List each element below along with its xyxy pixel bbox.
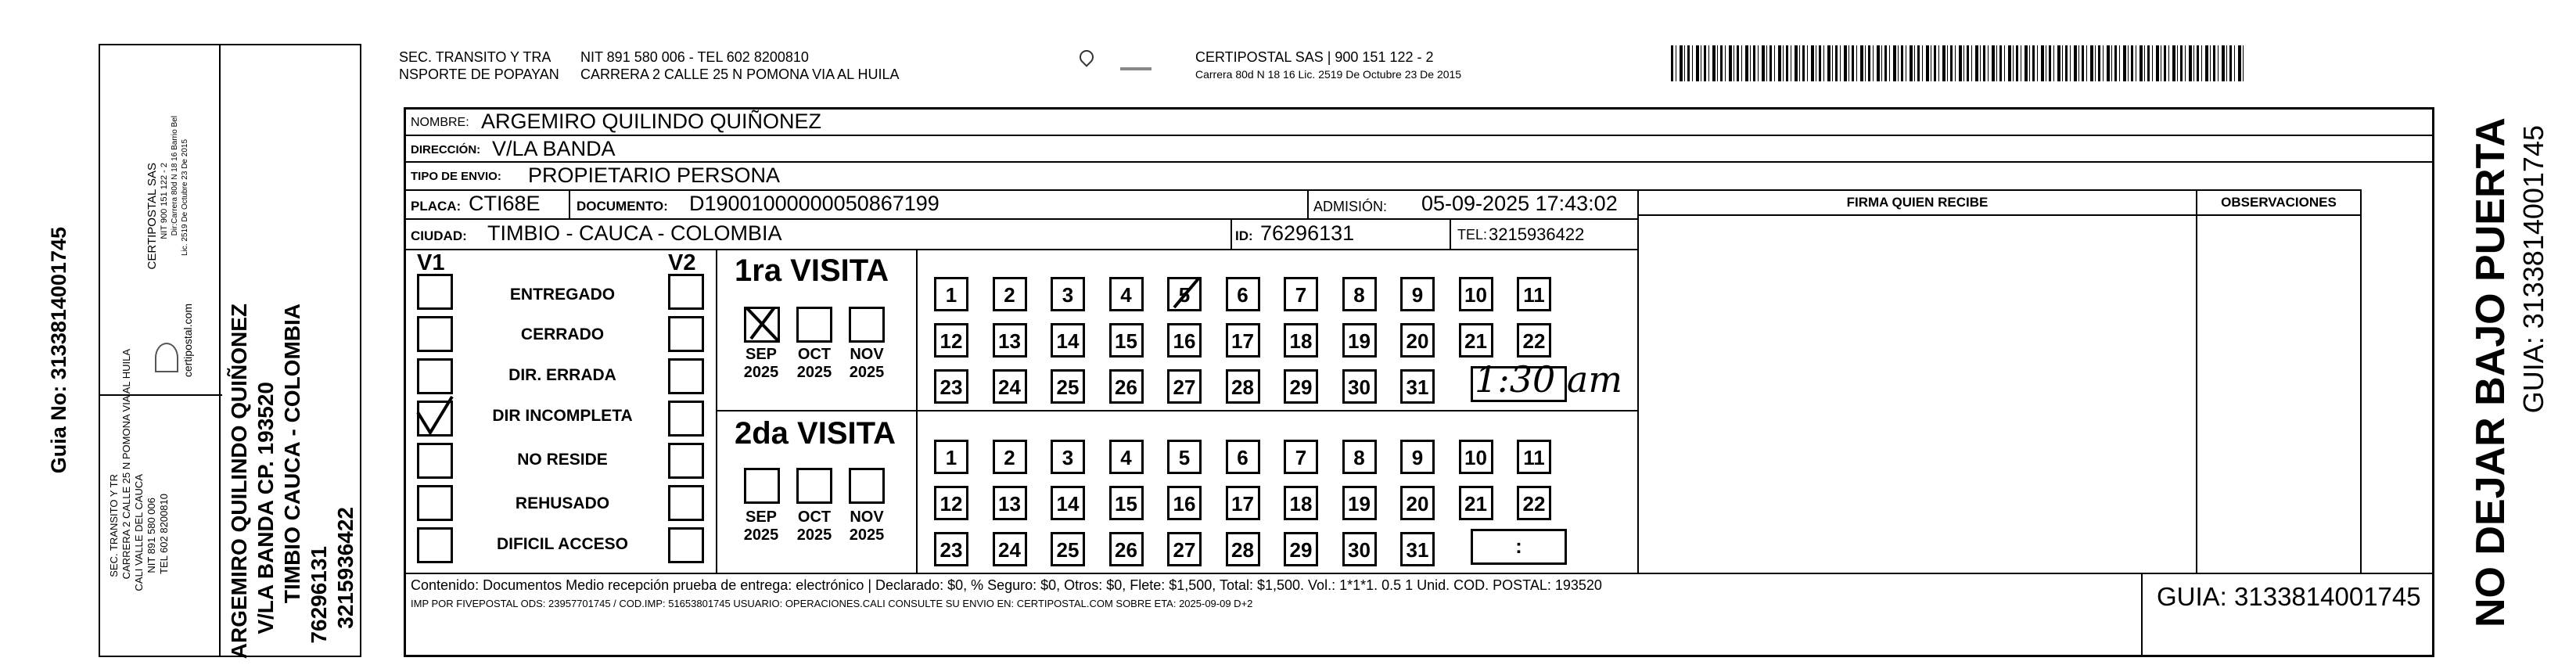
admision-label: ADMISIÓN: (1313, 199, 1388, 214)
day-box-27[interactable]: 27 (1167, 532, 1202, 566)
tel-label: TEL: (1457, 227, 1488, 243)
day-box-3[interactable]: 3 (1051, 440, 1085, 474)
stub-recipient-line: TIMBIO CAUCA - COLOMBIA (280, 304, 304, 604)
day-box-21[interactable]: 21 (1459, 323, 1493, 358)
day-box-4[interactable]: 4 (1109, 440, 1144, 474)
day-box-19[interactable]: 19 (1342, 486, 1377, 520)
visit-1-title: 1ra VISITA (735, 253, 889, 288)
stub-sender-line: TEL 602 8200810 (158, 494, 170, 574)
v2-label: V2 (668, 250, 696, 275)
stub-recipient-line: 3215936422 (333, 507, 357, 629)
stub-courier-line: CERTIPOSTAL SAS (146, 163, 159, 270)
day-box-27[interactable]: 27 (1167, 369, 1202, 404)
day-box-8[interactable]: 8 (1342, 440, 1377, 474)
v2-cerrado-checkbox[interactable] (668, 316, 704, 352)
ciudad-label: CIUDAD: (411, 228, 467, 243)
v2-dir-incompleta-checkbox[interactable] (668, 401, 704, 437)
stub-sender-line: CARRERA 2 CALLE 25 N POMONA VIA AL HUILA (120, 349, 132, 580)
certipostal-logo-icon (155, 343, 178, 372)
day-box-29[interactable]: 29 (1284, 369, 1318, 404)
stub-sender-block (100, 349, 222, 657)
nit-header (580, 49, 900, 83)
sender-header-line2: NSPORTE DE POPAYAN (399, 66, 559, 82)
day-box-8[interactable]: 8 (1342, 277, 1377, 311)
documento-label: DOCUMENTO: (577, 199, 668, 214)
row-nombre (406, 110, 2432, 136)
v1-cerrado-checkbox[interactable] (417, 316, 453, 352)
day-box-25[interactable]: 25 (1051, 532, 1085, 566)
day-box-30[interactable]: 30 (1342, 369, 1377, 404)
placa-label: PLACA: (411, 199, 462, 214)
row-tipo (406, 163, 2432, 189)
day-box-21[interactable]: 21 (1459, 486, 1493, 520)
stub-sender-line: NIT 891 580 006 (146, 498, 157, 573)
courier-header (1195, 49, 1461, 83)
v1-dir-incompleta-checkbox[interactable] (417, 401, 453, 437)
firma-column (1639, 189, 2197, 573)
day-box-15[interactable]: 15 (1109, 323, 1144, 358)
day-box-31[interactable]: 31 (1400, 369, 1435, 404)
day-box-4[interactable]: 4 (1109, 277, 1144, 311)
visit-1-oct-checkbox[interactable] (796, 307, 832, 343)
visit-1-month-block (717, 250, 918, 410)
day-box-18[interactable]: 18 (1284, 323, 1318, 358)
day-box-26[interactable]: 26 (1109, 532, 1144, 566)
day-box-13[interactable]: 13 (993, 486, 1027, 520)
day-box-29[interactable]: 29 (1284, 532, 1318, 566)
v2-dir-errada-checkbox[interactable] (668, 358, 704, 394)
day-box-11[interactable]: 11 (1517, 277, 1551, 311)
day-box-2[interactable]: 2 (993, 440, 1027, 474)
documento-value: D19001000000050867199 (689, 192, 940, 215)
nombre-value: ARGEMIRO QUILINDO QUIÑONEZ (481, 110, 822, 133)
left-data-block (406, 189, 1639, 249)
day-box-1[interactable]: 1 (934, 440, 968, 474)
day-box-10[interactable]: 10 (1459, 277, 1493, 311)
day-box-31[interactable]: 31 (1400, 532, 1435, 566)
day-box-9[interactable]: 9 (1400, 440, 1435, 474)
tel-value: 3215936422 (1489, 225, 1585, 244)
sender-header (399, 49, 559, 83)
row-direccion (406, 136, 2432, 163)
status-area (406, 249, 1639, 573)
side-guia: GUIA: 3133814001745 (2517, 125, 2549, 414)
v1-no-reside-checkbox[interactable] (417, 443, 453, 479)
v2-dificil-acceso-checkbox[interactable] (668, 527, 704, 563)
courier-header-line2: Carrera 80d N 18 16 Lic. 2519 De Octubre 23 De 2015 (1195, 68, 1462, 81)
day-box-2[interactable]: 2 (993, 277, 1027, 311)
option-rehusado: REHUSADO (515, 494, 610, 512)
day-box-1[interactable]: 1 (934, 277, 968, 311)
day-box-11[interactable]: 11 (1517, 440, 1551, 474)
id-label: ID: (1235, 228, 1253, 243)
day-box-15[interactable]: 15 (1109, 486, 1144, 520)
day-box-6[interactable]: 6 (1226, 440, 1260, 474)
day-box-23[interactable]: 23 (934, 369, 968, 404)
day-box-16[interactable]: 16 (1167, 486, 1202, 520)
tipo-value: PROPIETARIO PERSONA (528, 164, 781, 187)
footer-guia: GUIA: 3133814001745 (2157, 582, 2421, 611)
visit-2-month-nov: NOV 2025 (849, 508, 885, 544)
status-checklist (406, 250, 717, 573)
visit-2-time-box[interactable]: : (1471, 529, 1567, 565)
stub-courier-block (100, 45, 222, 396)
barcode (1671, 45, 2244, 81)
v1-rehusado-checkbox[interactable] (417, 485, 453, 521)
v1-dir-errada-checkbox[interactable] (417, 358, 453, 394)
firma-header: FIRMA QUIEN RECIBE (1639, 191, 2196, 216)
day-box-25[interactable]: 25 (1051, 369, 1085, 404)
location-pin-icon (1076, 47, 1096, 66)
placa-value: CTI68E (469, 192, 541, 215)
stub-guia-number (47, 227, 71, 595)
footer-line1: Contenido: Documentos Medio recepción prueba de entrega: electrónico | Declarado: $0, % Seguro: $0, Otros: $0, Flete: $1,500, Total: $1,500. Vol.: 1*1*1. 0.5 1 Unid. COD. POSTAL: 193520 (411, 577, 1602, 593)
day-box-5[interactable]: 5 (1167, 277, 1202, 311)
visit-2 (717, 411, 1637, 573)
day-box-5[interactable]: 5 (1167, 440, 1202, 474)
id-value: 76296131 (1260, 221, 1355, 245)
direccion-label: DIRECCIÓN: (411, 143, 481, 156)
observaciones-column (2197, 189, 2362, 573)
day-box-20[interactable]: 20 (1400, 486, 1435, 520)
visit-1-month-nov: NOV 2025 (849, 346, 885, 381)
day-box-20[interactable]: 20 (1400, 323, 1435, 358)
courier-header-line1: CERTIPOSTAL SAS | 900 151 122 - 2 (1195, 49, 1434, 65)
day-box-16[interactable]: 16 (1167, 323, 1202, 358)
v1-label: V1 (417, 250, 445, 275)
visit-2-month-block (717, 411, 918, 573)
stub-recipient-line: ARGEMIRO QUILINDO QUIÑONEZ (227, 304, 251, 659)
day-box-14[interactable]: 14 (1051, 486, 1085, 520)
day-box-10[interactable]: 10 (1459, 440, 1493, 474)
visit-2-title: 2da VISITA (735, 416, 896, 451)
stub-courier-line: NIT 900 151 122 - 2 (160, 163, 169, 239)
visit-2-month-oct: OCT 2025 (796, 508, 832, 544)
day-box-30[interactable]: 30 (1342, 532, 1377, 566)
option-no-reside: NO RESIDE (517, 451, 608, 469)
day-box-3[interactable]: 3 (1051, 277, 1085, 311)
day-box-9[interactable]: 9 (1400, 277, 1435, 311)
day-box-17[interactable]: 17 (1226, 323, 1260, 358)
day-box-12[interactable]: 12 (934, 323, 968, 358)
day-box-12[interactable]: 12 (934, 486, 968, 520)
visit-1 (717, 250, 1637, 411)
v1-dificil-acceso-checkbox[interactable] (417, 527, 453, 563)
observaciones-header: OBSERVACIONES (2197, 191, 2360, 216)
day-box-6[interactable]: 6 (1226, 277, 1260, 311)
visit-2-oct-checkbox[interactable] (796, 468, 832, 504)
stub-courier-line: Dir:Carrera 80d N 18 16 Barrio Bel (171, 116, 179, 236)
day-box-13[interactable]: 13 (993, 323, 1027, 358)
stub-recipient-panel (221, 44, 361, 657)
v2-rehusado-checkbox[interactable] (668, 485, 704, 521)
day-box-22[interactable]: 22 (1517, 486, 1551, 520)
day-box-7[interactable]: 7 (1284, 440, 1318, 474)
small-logo-icon (1120, 67, 1151, 70)
handwritten-mark-icon (1168, 275, 1207, 314)
visit-1-month-sep: SEP 2025 (743, 346, 779, 381)
side-warning: NO DEJAR BAJO PUERTA (2468, 117, 2513, 628)
stub-recipient-line: V/LA BANDA CP. 193520 (253, 382, 278, 634)
day-box-14[interactable]: 14 (1051, 323, 1085, 358)
stub-sender-line: CALI VALLE DEL CAUCA (133, 474, 145, 591)
v2-no-reside-checkbox[interactable] (668, 443, 704, 479)
option-entregado: ENTREGADO (509, 286, 616, 304)
day-box-17[interactable]: 17 (1226, 486, 1260, 520)
footer-line2: IMP POR FIVEPOSTAL ODS: 23957701745 / COD.IMP: 51653801745 USUARIO: OPERACIONES.CALI CONSULTE SU ENVIO EN: CERTIPOSTAL.COM SOBRE ETA: 2025-09-09 D+2 (411, 598, 1253, 609)
sender-header-line1: SEC. TRANSITO Y TRA (399, 49, 551, 65)
delivery-form (404, 107, 2434, 657)
visit-2-nov-checkbox[interactable] (849, 468, 885, 504)
day-box-26[interactable]: 26 (1109, 369, 1144, 404)
day-box-19[interactable]: 19 (1342, 323, 1377, 358)
visit-2-month-sep: SEP 2025 (743, 508, 779, 544)
direccion-value: V/LA BANDA (492, 137, 616, 160)
day-box-24[interactable]: 24 (993, 532, 1027, 566)
ciudad-value: TIMBIO - CAUCA - COLOMBIA (487, 221, 782, 245)
visit-1-sep-checkbox[interactable] (744, 307, 780, 343)
day-box-18[interactable]: 18 (1284, 486, 1318, 520)
option-dificil-acceso: DIFICIL ACCESO (496, 535, 628, 553)
stub-panel (99, 44, 221, 657)
option-dir-errada: DIR. ERRADA (508, 366, 616, 384)
visit-1-time: 1:30 am (1475, 358, 1622, 401)
day-box-28[interactable]: 28 (1226, 369, 1260, 404)
visit-2-sep-checkbox[interactable] (744, 468, 780, 504)
stub-guia-label: Guia No: 3133814001745 (47, 227, 70, 474)
tipo-label: TIPO DE ENVIO: (411, 170, 501, 183)
stub-recipient-line: 76296131 (307, 546, 331, 644)
day-box-23[interactable]: 23 (934, 532, 968, 566)
nit-header-line2: CARRERA 2 CALLE 25 N POMONA VIA AL HUILA (580, 66, 900, 82)
day-box-28[interactable]: 28 (1226, 532, 1260, 566)
stub-sender-line: SEC. TRANSITO Y TR (108, 474, 120, 577)
stub-courier-line: Lic. 2519 De Octubre 23 De 2015 (181, 139, 189, 256)
day-box-7[interactable]: 7 (1284, 277, 1318, 311)
nit-header-line1: NIT 891 580 006 - TEL 602 8200810 (580, 49, 809, 65)
visit-1-month-oct: OCT 2025 (796, 346, 832, 381)
day-box-22[interactable]: 22 (1517, 323, 1551, 358)
v2-entregado-checkbox[interactable] (668, 274, 704, 310)
option-cerrado: CERRADO (520, 325, 605, 343)
v1-entregado-checkbox[interactable] (417, 274, 453, 310)
row-ciudad (406, 220, 1637, 249)
option-dir-incompleta: DIR INCOMPLETA (492, 407, 633, 425)
handwritten-check-icon (413, 395, 460, 442)
footer (406, 573, 2432, 655)
admision-value: 05-09-2025 17:43:02 (1421, 192, 1618, 215)
stub-courier-site: certipostal.com (181, 304, 194, 378)
handwritten-x-icon (743, 304, 782, 343)
day-box-24[interactable]: 24 (993, 369, 1027, 404)
nombre-label: NOMBRE: (411, 116, 469, 129)
row-placa (406, 191, 1637, 220)
visit-1-nov-checkbox[interactable] (849, 307, 885, 343)
